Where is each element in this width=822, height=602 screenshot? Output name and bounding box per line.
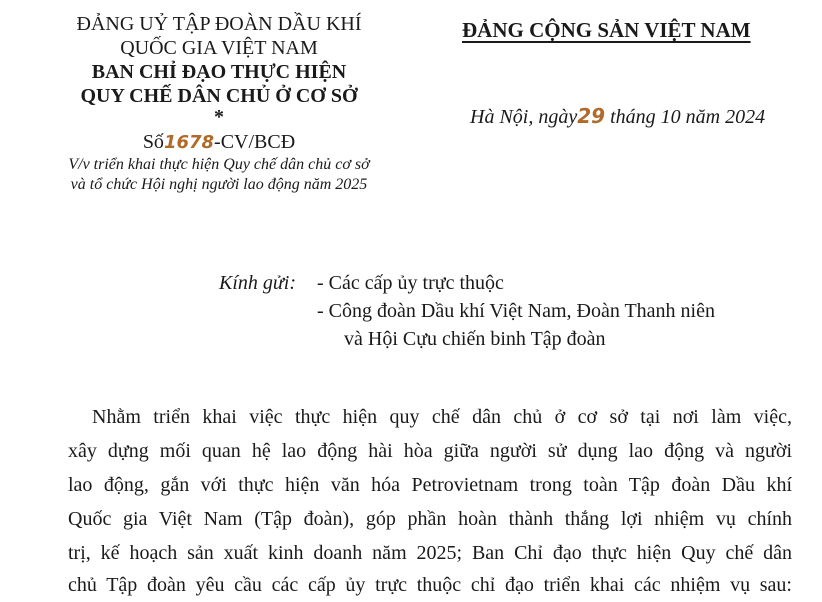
recipient-item-1: - Các cấp ủy trực thuộc	[317, 272, 504, 294]
board-name-line2: QUY CHẾ DÂN CHỦ Ở CƠ SỞ	[80, 85, 358, 107]
board-name-line1: BAN CHỈ ĐẠO THỰC HIỆN	[91, 61, 347, 83]
body-line-5: trị, kế hoạch sản xuất kinh doanh năm 2025; Ban Chỉ đạo thực hiện Quy chế dân	[68, 542, 792, 564]
doc-number-suffix: -CV/BCĐ	[214, 131, 296, 153]
body-line-3: lao động, gắn với thực hiện văn hóa Petrovietnam trong toàn Tập đoàn Dầu khí	[68, 474, 792, 496]
recipient-item-2: - Công đoàn Dầu khí Việt Nam, Đoàn Thanh niên	[317, 300, 715, 322]
subject-line2: và tổ chức Hội nghị người lao động năm 2025	[70, 176, 368, 193]
issuer-org-line2: QUỐC GIA VIỆT NAM	[120, 37, 318, 59]
recipient-item-3: và Hội Cựu chiến binh Tập đoàn	[344, 328, 606, 350]
issuer-org-line1: ĐẢNG UỶ TẬP ĐOÀN DẦU KHÍ	[76, 13, 362, 35]
place-date	[470, 102, 765, 131]
recipients-label: Kính gửi:	[219, 272, 297, 294]
body-line-1: Nhằm triển khai việc thực hiện quy chế dân chủ ở cơ sở tại nơi làm việc,	[92, 406, 792, 428]
date-prefix: Hà Nội, ngày	[470, 106, 578, 128]
party-name: ĐẢNG CỘNG SẢN VIỆT NAM	[462, 18, 751, 42]
issuer-block	[24, 12, 414, 195]
date-day-handwritten: 29	[577, 104, 606, 128]
body-line-4: Quốc gia Việt Nam (Tập đoàn), góp phần hoàn thành thắng lợi nhiệm vụ chính	[68, 508, 792, 530]
body-line-6: chủ Tập đoàn yêu cầu các cấp ủy trực thuộc chỉ đạo triển khai các nhiệm vụ sau:	[68, 574, 792, 596]
doc-number-prefix: Số	[142, 131, 164, 153]
separator-star: *	[214, 106, 224, 128]
doc-number-handwritten: 1678	[163, 132, 215, 153]
body-line-2: xây dựng mối quan hệ lao động hài hòa giữa người sử dụng lao động và người	[68, 440, 792, 462]
date-suffix: tháng 10 năm 2024	[610, 106, 766, 128]
document-number	[24, 130, 414, 155]
subject-line1: V/v triển khai thực hiện Quy chế dân chủ cơ sở	[68, 156, 370, 173]
